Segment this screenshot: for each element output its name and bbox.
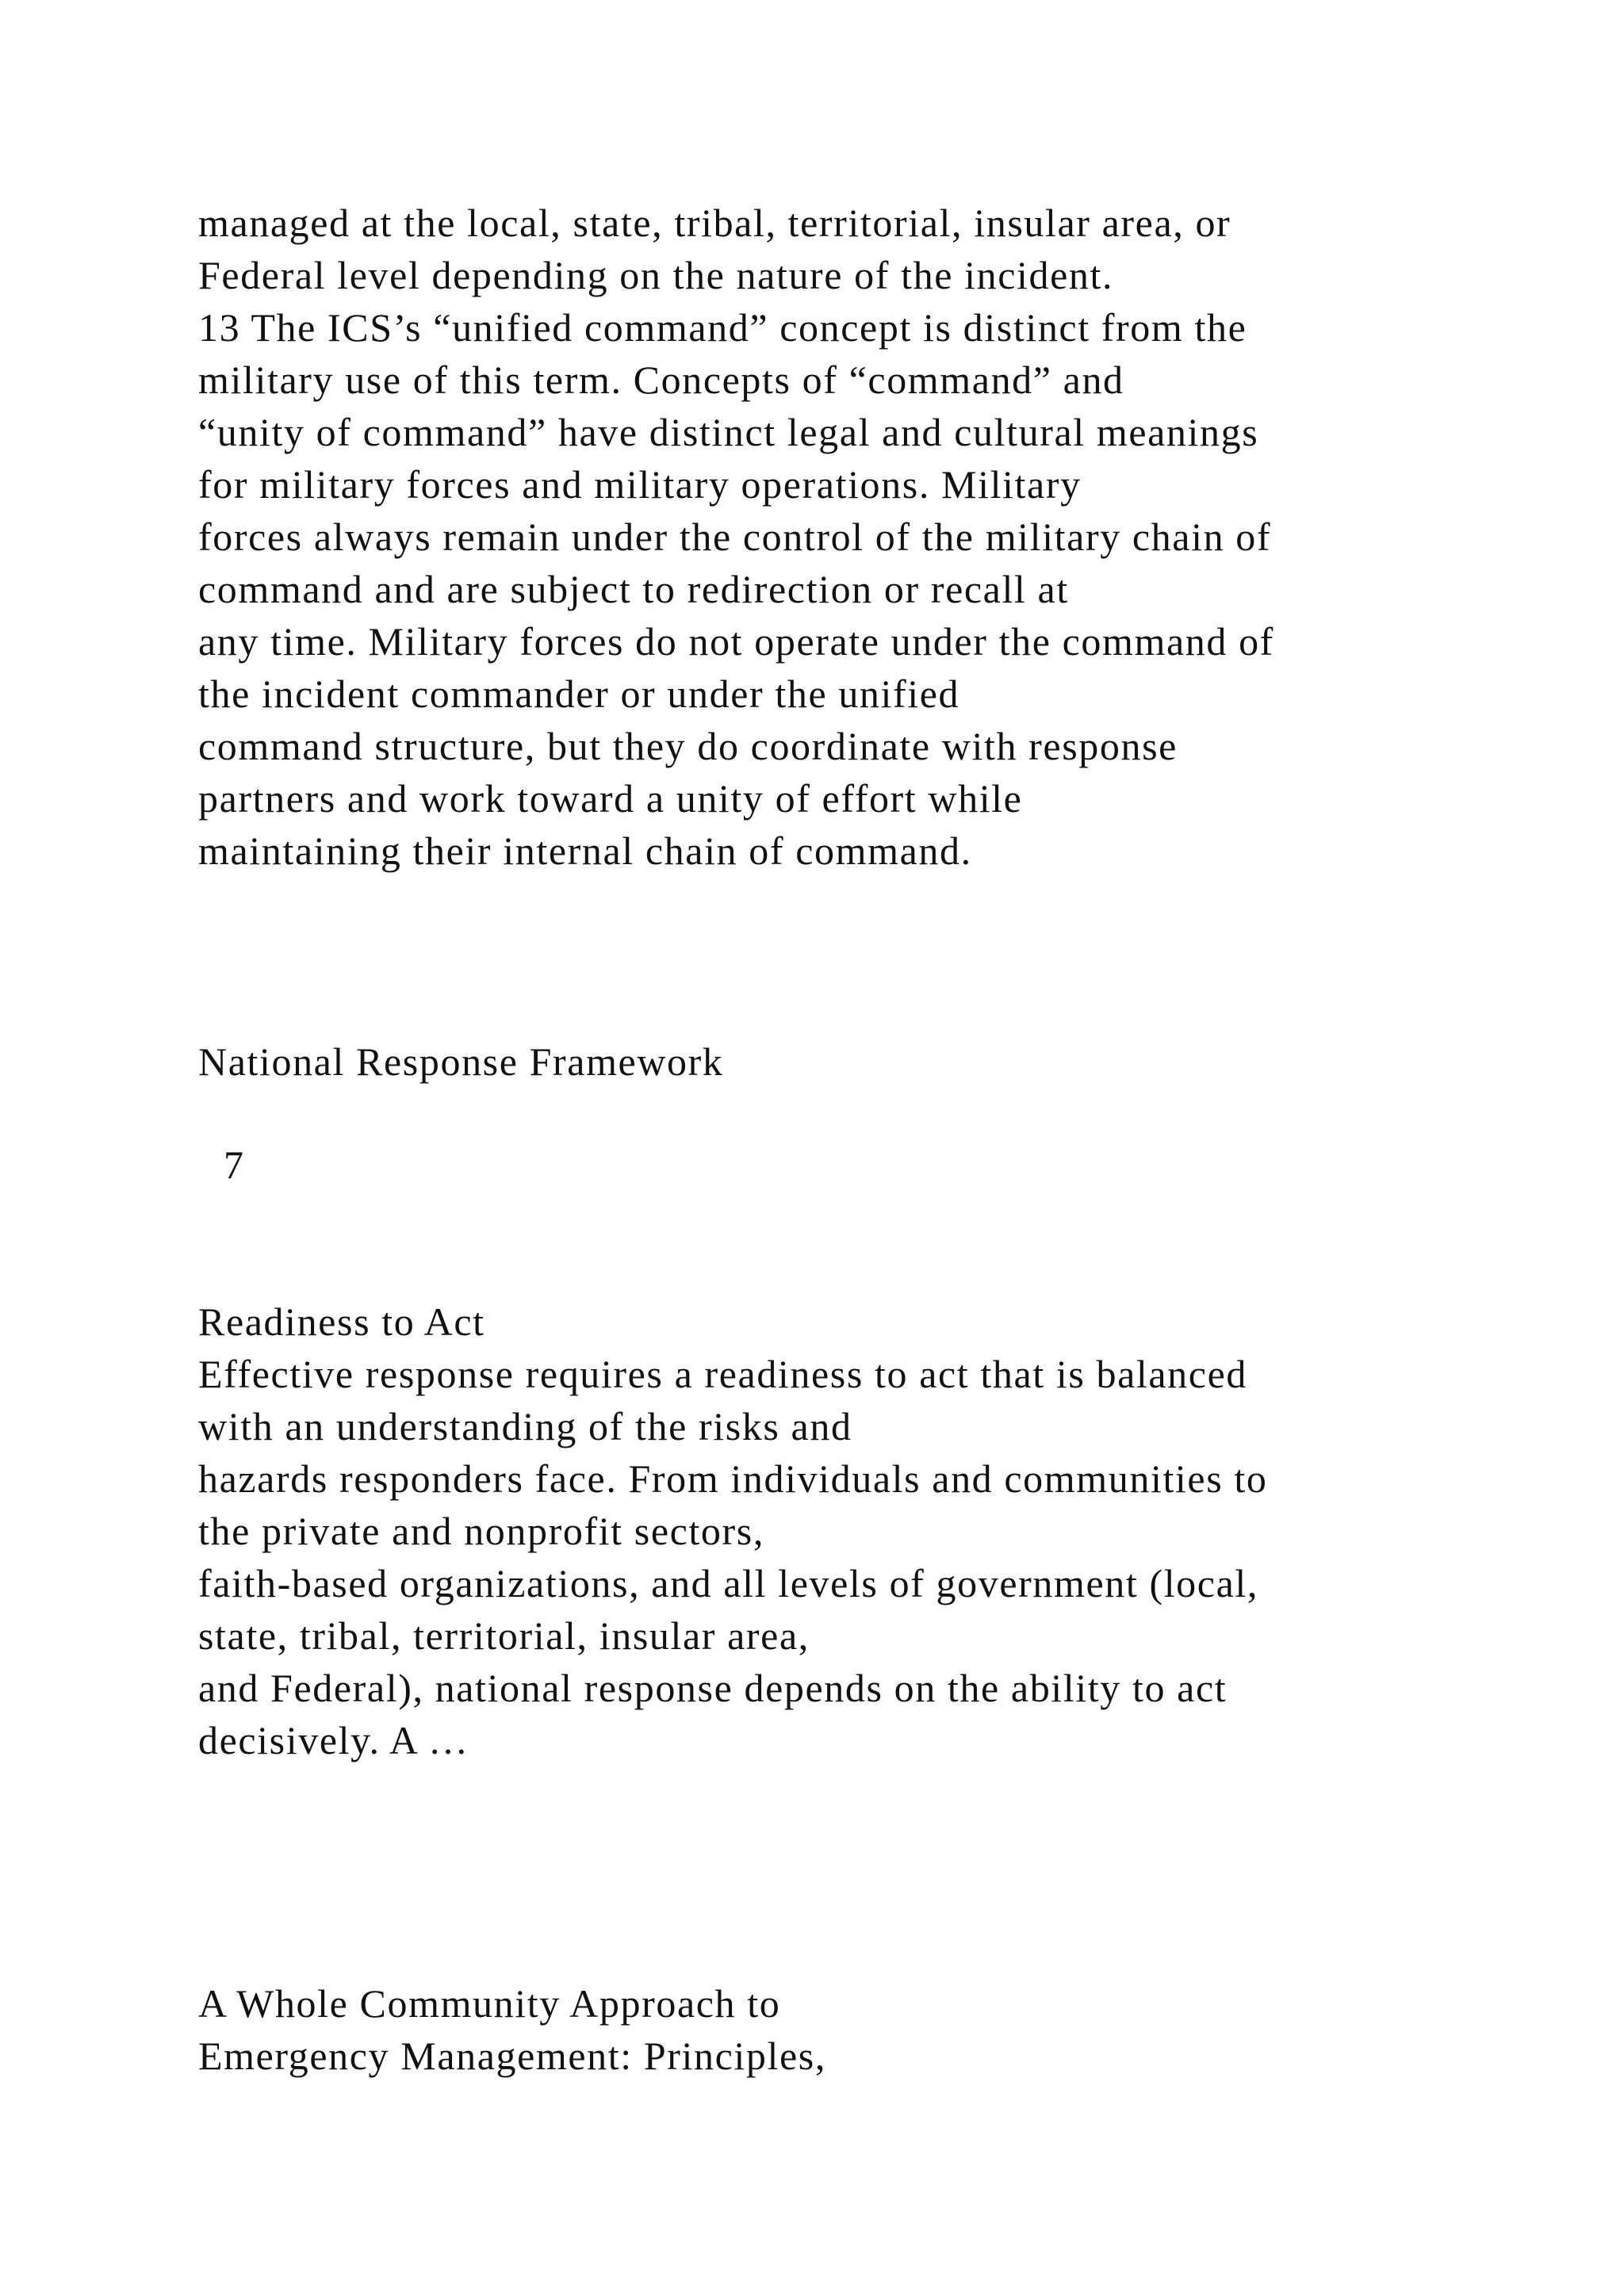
footnote-line: the incident commander or under the unified bbox=[198, 672, 960, 716]
footnote-line: Federal level depending on the nature of the incident. bbox=[198, 253, 1114, 297]
section-line: Effective response requires a readiness to act that is balanced bbox=[198, 1352, 1247, 1396]
section-line: with an understanding of the risks and bbox=[198, 1404, 852, 1448]
footnote-line: any time. Military forces do not operate under the command of bbox=[198, 619, 1274, 664]
section-line: state, tribal, territorial, insular area, bbox=[198, 1613, 810, 1658]
footnote-line: command and are subject to redirection or recall at bbox=[198, 567, 1069, 611]
related-title-line: A Whole Community Approach to bbox=[198, 1981, 781, 2026]
page-number: 7 bbox=[224, 1142, 245, 1187]
related-title-line: Emergency Management: Principles, bbox=[198, 2034, 826, 2078]
footnote-line: for military forces and military operations. Military bbox=[198, 462, 1082, 507]
footnote-line: 13 The ICS’s “unified command” concept is distinct from the bbox=[198, 305, 1247, 350]
section-line: decisively. A … bbox=[198, 1718, 469, 1762]
footnote-line: command structure, but they do coordinate with response bbox=[198, 724, 1178, 768]
section-heading: Readiness to Act bbox=[198, 1299, 485, 1344]
footnote-line: forces always remain under the control of the military chain of bbox=[198, 515, 1272, 559]
section-line: faith-based organizations, and all levels of government (local, bbox=[198, 1561, 1258, 1605]
footnote-line: partners and work toward a unity of effort while bbox=[198, 776, 1023, 821]
footnote-line: military use of this term. Concepts of “command” and bbox=[198, 358, 1124, 402]
section-line: hazards responders face. From individuals and communities to bbox=[198, 1456, 1268, 1501]
footnote-line: “unity of command” have distinct legal and cultural meanings bbox=[198, 410, 1259, 454]
footnote-line: maintaining their internal chain of command. bbox=[198, 828, 972, 873]
footnote-line: managed at the local, state, tribal, territorial, insular area, or bbox=[198, 201, 1231, 245]
section-line: the private and nonprofit sectors, bbox=[198, 1509, 764, 1553]
running-footer: National Response Framework bbox=[198, 1039, 724, 1084]
section-line: and Federal), national response depends on the ability to act bbox=[198, 1666, 1228, 1710]
